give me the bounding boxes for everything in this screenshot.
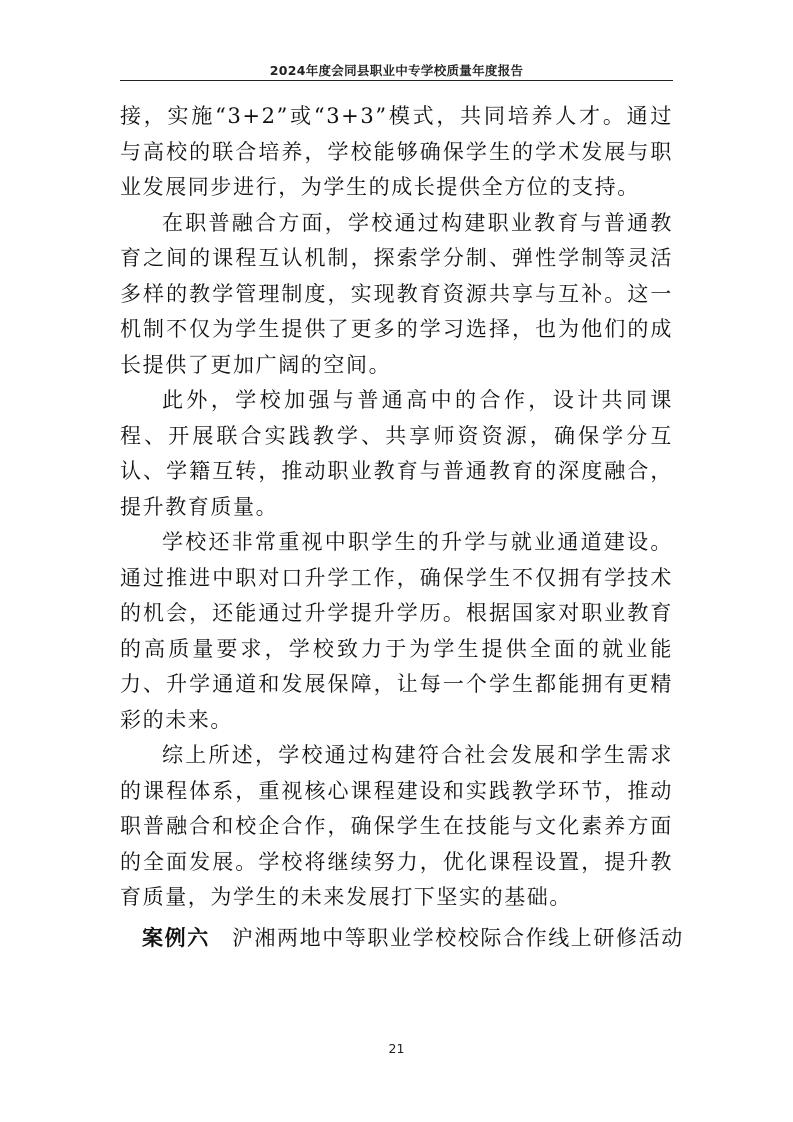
- page-header-title: 2024年度会同县职业中专学校质量年度报告: [269, 63, 524, 78]
- case-heading: [120, 920, 684, 956]
- page-number: 21: [388, 1041, 405, 1056]
- paragraph-summary: 综上所述，学校通过构建符合社会发展和学生需求的课程体系，重视核心课程建设和实践教学环节，推动职普融合和校企合作，确保学生在技能与文化素养方面的全面发展。学校将继续努力，优化课程设置，提升教育质量，为学生的未来发展打下坚实的基础。: [120, 743, 673, 909]
- paragraph-continuation: 接，实施“3+2”或“3+3”模式，共同培养人才。通过与高校的联合培养，学校能够确保学生的学术发展与职业发展同步进行，为学生的成长提供全方位的支持。: [120, 104, 673, 199]
- document-body: [120, 99, 684, 956]
- case-title: 沪湘两地中等职业学校校际合作线上研修活动: [231, 925, 684, 950]
- paragraph-integration: 在职普融合方面，学校通过构建职业教育与普通教育之间的课程互认机制，探索学分制、弹性学制等灵活多样的教学管理制度，实现教育资源共享与互补。这一机制不仅为学生提供了更多的学习选择，也为他们的成长提供了更加广阔的空间。: [120, 210, 673, 377]
- header-divider: [120, 80, 673, 81]
- paragraph-cooperation: 此外，学校加强与普通高中的合作，设计共同课程、开展联合实践教学、共享师资资源，确保学分互认、学籍互转，推动职业教育与普通教育的深度融合，提升教育质量。: [120, 388, 673, 519]
- paragraph-pathways: 学校还非常重视中职学生的升学与就业通道建设。通过推进中职对口升学工作，确保学生不仅拥有学技术的机会，还能通过升学提升学历。根据国家对职业教育的高质量要求，学校致力于为学生提供全面的就业能力、升学通道和发展保障，让每一个学生都能拥有更精彩的未来。: [120, 530, 673, 732]
- case-label: 案例六: [142, 925, 210, 950]
